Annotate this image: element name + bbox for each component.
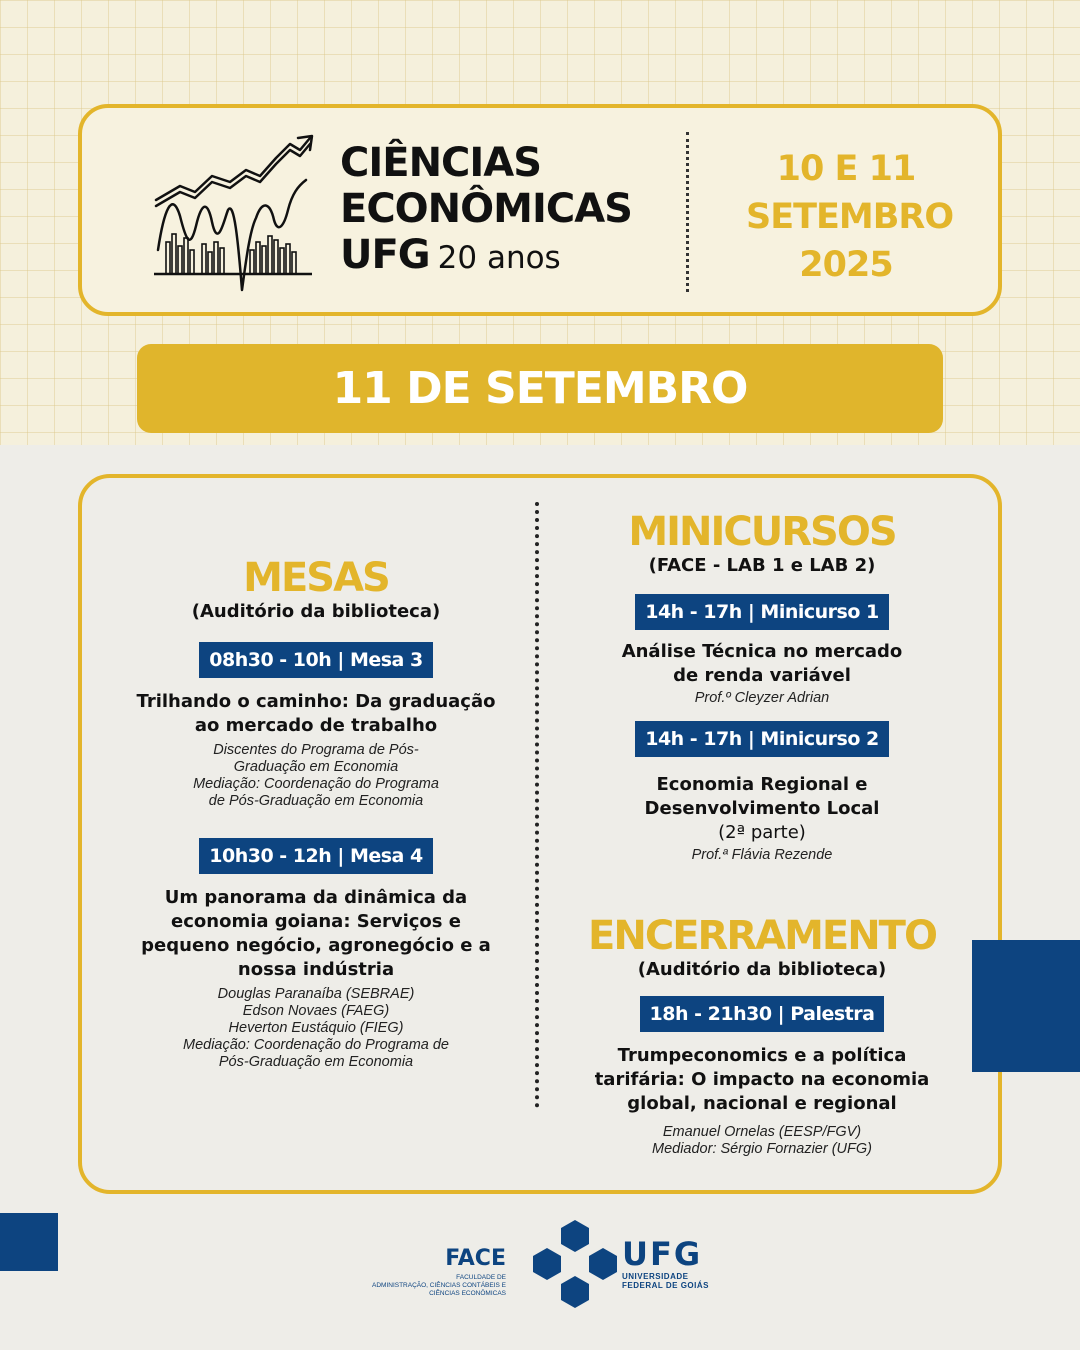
minicurso-1-time-badge: 14h - 17h | Minicurso 1 [635,594,889,630]
date-line-1: 10 E 11 [776,149,916,189]
mesa-4-people-line-2: Edson Novaes (FAEG) [242,1003,390,1019]
date-line-3: 2025 [799,245,893,285]
ufg-logo [622,1236,709,1290]
economic-chart-logo-icon [150,130,320,295]
mesa-4-time-badge: 10h30 - 12h | Mesa 4 [199,838,432,874]
title-ufg: UFG [340,232,430,278]
encerramento-title-line-3: global, nacional e regional [627,1093,897,1114]
mesa-3-title-line-2: ao mercado de trabalho [194,715,438,736]
ufg-desc-line-1: UNIVERSIDADE [622,1272,689,1281]
face-desc-line-2: ADMINISTRAÇÃO, CIÊNCIAS CONTÁBEIS E [372,1282,506,1289]
minicurso-2-instructor: Prof.ª Flávia Rezende [691,847,833,863]
encerramento-mediator: Mediador: Sérgio Fornazier (UFG) [652,1141,872,1157]
mesa-3-people-line-2: Graduação em Economia [233,759,399,775]
minicurso-2-title-line-1: Economia Regional e [656,774,868,795]
title-line-2: ECONÔMICAS [340,186,632,232]
title-line-1: CIÊNCIAS [340,140,542,186]
encerramento-title-line-2: tarifária: O impacto na economia [594,1069,930,1090]
mesa-4-title-line-1: Um panorama da dinâmica da [164,887,468,908]
mesas-section [110,556,522,1071]
mesa-3-time-badge: 08h30 - 10h | Mesa 3 [199,642,432,678]
mesas-location: (Auditório da biblioteca) [191,601,441,622]
encerramento-time-badge: 18h - 21h30 | Palestra [640,996,885,1032]
encerramento-location: (Auditório da biblioteca) [637,959,887,980]
mesa-3-people-line-4: de Pós-Graduação em Economia [208,793,424,809]
header-divider [686,132,689,292]
ufg-desc-line-2: FEDERAL DE GOIÁS [622,1281,709,1290]
minicurso-1-instructor: Prof.º Cleyzer Adrian [694,690,830,706]
mesas-title: MESAS [243,555,389,601]
mesa-3-title-line-1: Trilhando o caminho: Da graduação [136,691,496,712]
minicurso-1-title-line-1: Análise Técnica no mercado [621,641,903,662]
encerramento-title-line-1: Trumpeconomics e a política [617,1045,907,1066]
minicurso-2-time-badge: 14h - 17h | Minicurso 2 [635,721,889,757]
mesa-4-title-line-4: nossa indústria [237,959,395,980]
face-desc-line-3: CIÊNCIAS ECONÔMICAS [429,1290,506,1297]
encerramento-section [556,914,968,1158]
minicurso-2-title-line-3: (2ª parte) [718,822,806,843]
minicursos-title: MINICURSOS [628,509,896,555]
minicursos-section [556,510,968,864]
mesa-3-people-line-3: Mediação: Coordenação do Programa [193,776,439,792]
minicurso-1-title-line-2: de renda variável [673,665,851,686]
face-logo [360,1246,506,1298]
ufg-logo-name: UFG [622,1235,703,1273]
event-dates [746,145,954,289]
day-banner [137,344,943,433]
decorative-blue-square-right [972,940,1080,1072]
ufg-hexagon-logo-icon [530,1218,620,1310]
event-title [340,140,632,281]
schedule-divider [535,502,539,1108]
encerramento-title: ENCERRAMENTO [588,913,936,959]
anniversary-label: 20 anos [437,240,561,276]
mesa-4-title-line-2: economia goiana: Serviços e [171,911,461,932]
title-line-3 [340,232,632,281]
day-banner-label: 11 DE SETEMBRO [332,363,748,414]
encerramento-speaker: Emanuel Ornelas (EESP/FGV) [662,1124,862,1140]
mesa-4-title-line-3: pequeno negócio, agronegócio e a [141,935,491,956]
mesa-3-people-line-1: Discentes do Programa de Pós- [213,742,419,758]
face-logo-description [360,1274,506,1298]
mesa-4-people-line-3: Heverton Eustáquio (FIEG) [228,1020,404,1036]
minicurso-2-title-line-2: Desenvolvimento Local [644,798,880,819]
face-desc-line-1: FACULDADE DE [456,1274,506,1281]
date-line-2: SETEMBRO [746,197,954,237]
mesa-4-people-line-4: Mediação: Coordenação do Programa de [183,1037,449,1053]
mesa-4-people-line-5: Pós-Graduação em Economia [218,1054,414,1070]
minicursos-location: (FACE - LAB 1 e LAB 2) [648,555,876,576]
mesa-4-people-line-1: Douglas Paranaíba (SEBRAE) [217,986,415,1002]
decorative-blue-square-left [0,1213,58,1271]
face-logo-name: FACE [445,1246,506,1271]
